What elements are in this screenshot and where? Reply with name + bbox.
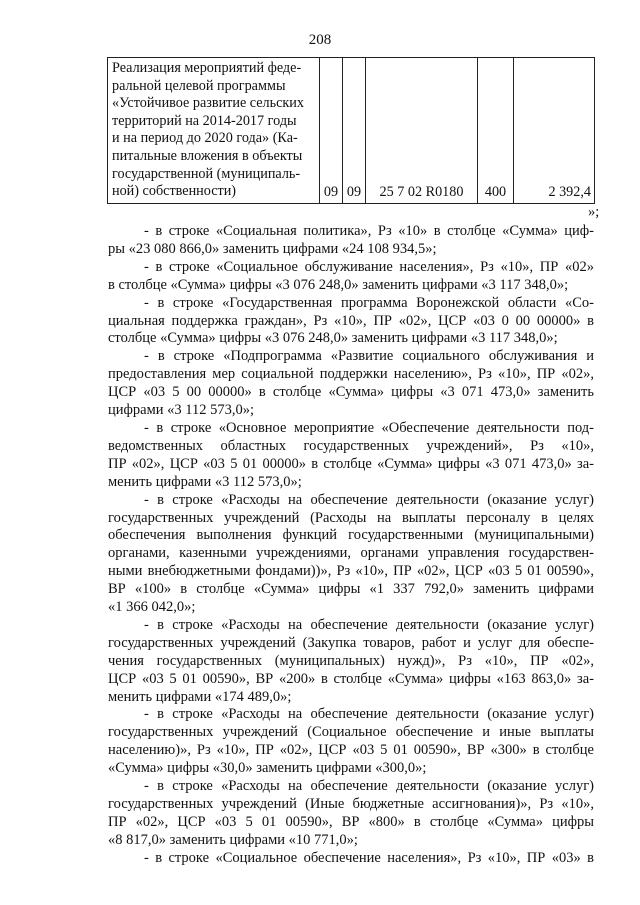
expense-name-line: территорий на 2014-2017 годы — [112, 112, 297, 129]
amendment-paragraph — [108, 778, 594, 850]
paragraph-line: ПР «02», ЦСР «03 5 01 00590», ВР «800» в столбце «Сумма» цифры — [108, 813, 594, 830]
amendment-paragraph — [108, 259, 594, 295]
paragraph-line: - в строке «Расходы на обеспечение деятельности (оказание услуг) — [144, 706, 594, 723]
paragraph-line: столбце «Сумма» цифры «3 076 248,0» заменить цифрами «3 117 348,0»; — [108, 330, 558, 347]
paragraph-line: государственных учреждений (Социальное обеспечение и иные выплаты — [108, 724, 594, 741]
paragraph-line: ными внебюджетными фондами))», Рз «10», ПР «02», ЦСР «03 5 01 00590», — [108, 563, 594, 580]
paragraph-line: - в строке «Государственная программа Воронежской области «Со- — [144, 294, 594, 311]
paragraph-line: ЦСР «03 5 00 00000» в столбце «Сумма» цифры «3 071 473,0» заменить — [108, 384, 594, 401]
paragraph-line: цифрами «3 112 573,0»; — [108, 402, 255, 419]
paragraph-line: ВР «100» в столбце «Сумма» цифры «1 337 792,0» заменить цифрами — [108, 581, 594, 598]
paragraph-line: ведомственных областных государственных учреждений», Рз «10», — [108, 437, 594, 454]
csr-value: 25 7 02 R0180 — [379, 184, 464, 201]
sum-value: 2 392,4 — [548, 184, 591, 201]
pr-cell — [343, 58, 366, 204]
paragraph-line: - в строке «Подпрограмма «Развитие социального обслуживания и — [144, 348, 594, 365]
amendment-text — [108, 223, 594, 868]
paragraph-line: - в строке «Основное мероприятие «Обеспечение деятельности под- — [144, 419, 594, 436]
pr-value: 09 — [346, 184, 362, 201]
table-row — [108, 58, 595, 204]
amendment-paragraph — [108, 492, 594, 617]
paragraph-line: предоставления мер социальной поддержки населению», Рз «10», ПР «02», — [108, 366, 594, 383]
expense-name-cell — [108, 58, 320, 204]
paragraph-line: ры «23 080 866,0» заменить цифрами «24 108 934,5»; — [108, 240, 437, 257]
paragraph-line: населению)», Рз «10», ПР «02», ЦСР «03 5 01 00590», ВР «300» в столбце — [108, 742, 594, 759]
amendment-paragraph — [108, 420, 594, 492]
paragraph-line: обеспечения выполнения функций государственными (муниципальными) — [108, 527, 594, 544]
paragraph-line: «1 366 042,0»; — [108, 599, 196, 616]
paragraph-line: - в строке «Социальное обслуживание населения», Рз «10», ПР «02» — [144, 258, 594, 275]
paragraph-line: «8 817,0» заменить цифрами «10 771,0»; — [108, 831, 358, 848]
paragraph-line: государственных учреждений (Расходы на выплаты персоналу в целях — [108, 509, 594, 526]
paragraph-line: - в строке «Социальная политика», Рз «10» в столбце «Сумма» циф- — [144, 223, 594, 239]
amendment-paragraph — [108, 223, 594, 259]
expense-name-line: Реализация мероприятий феде- — [112, 60, 302, 76]
paragraph-line: государственных учреждений (Закупка товаров, работ и услуг для обеспе- — [108, 634, 594, 651]
paragraph-line: чения государственных (муниципальных) нужд)», Рз «10», ПР «02», — [108, 652, 594, 669]
paragraph-line: - в строке «Расходы на обеспечение деятельности (оказание услуг) — [144, 778, 594, 795]
csr-cell — [366, 58, 478, 204]
amendment-paragraph — [108, 617, 594, 707]
rz-value: 09 — [323, 184, 339, 201]
amendment-paragraph — [108, 348, 594, 420]
closing-quote: »; — [588, 204, 600, 220]
amendment-paragraph — [108, 706, 594, 778]
sum-cell — [514, 58, 595, 204]
amendment-paragraph — [108, 295, 594, 349]
paragraph-line: в столбце «Сумма» цифры «3 076 248,0» заменить цифрами «3 117 348,0»; — [108, 276, 569, 293]
paragraph-line: - в строке «Социальное обеспечение населения», Рз «10», ПР «03» в — [144, 849, 594, 866]
paragraph-line: менить цифрами «174 489,0»; — [108, 688, 292, 705]
paragraph-line: - в строке «Расходы на обеспечение деятельности (оказание услуг) — [144, 616, 594, 633]
rz-cell — [320, 58, 343, 204]
expense-name-line: питальные вложения в объекты — [112, 147, 303, 164]
vr-cell — [478, 58, 514, 204]
paragraph-line: циальная поддержка граждан», Рз «10», ПР «02», ЦСР «03 0 00 00000» в — [108, 312, 594, 329]
expense-name-line: «Устойчивое развитие сельских — [112, 95, 304, 112]
paragraph-line: «Сумма» цифры «30,0» заменить цифрами «300,0»; — [108, 760, 427, 777]
expense-name-line: государственной (муниципаль- — [112, 165, 301, 182]
paragraph-line: органами, казенными учреждениями, органами управления государствен- — [108, 545, 594, 562]
page-number: 208 — [308, 32, 332, 48]
expense-name-line: ной) собственности) — [112, 183, 237, 200]
paragraph-line: ЦСР «03 5 01 00590», ВР «200» в столбце «Сумма» цифры «163 863,0» за- — [108, 670, 594, 687]
vr-value: 400 — [484, 184, 507, 201]
budget-table — [107, 57, 595, 204]
paragraph-line: менить цифрами «3 112 573,0»; — [108, 473, 302, 490]
paragraph-line: - в строке «Расходы на обеспечение деятельности (оказание услуг) — [144, 491, 594, 508]
paragraph-line: ПР «02», ЦСР «03 5 01 00000» в столбце «Сумма» цифры «3 071 473,0» за- — [108, 455, 594, 472]
amendment-paragraph — [108, 850, 594, 868]
expense-name-line: ральной целевой программы — [112, 77, 286, 94]
paragraph-line: государственных учреждений (Иные бюджетные ассигнования)», Рз «10», — [108, 796, 594, 812]
expense-name-line: и на период до 2020 года» (Ка- — [112, 130, 298, 147]
